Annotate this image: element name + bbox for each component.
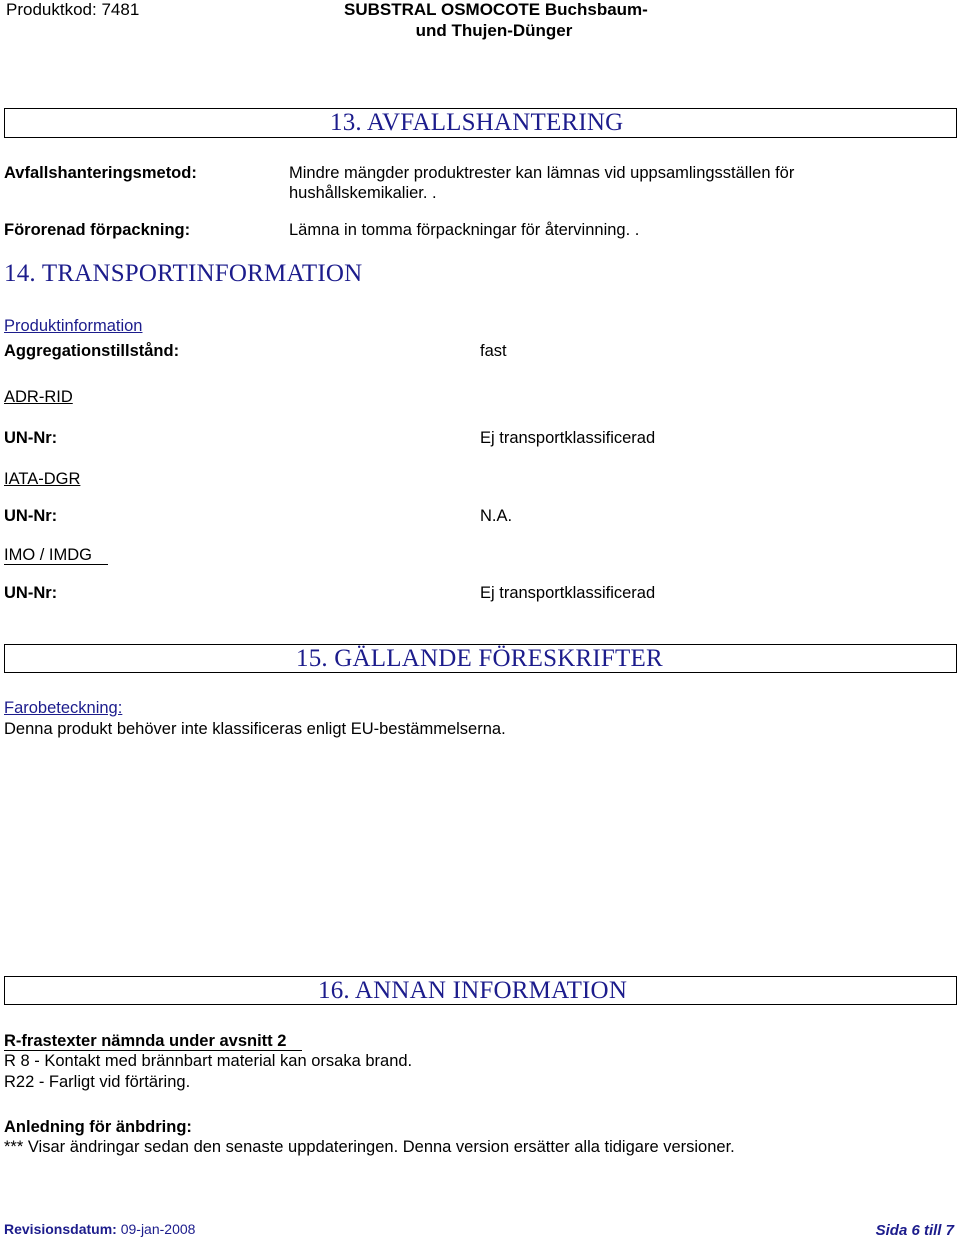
adr-rid-heading: ADR-RID	[4, 388, 73, 406]
product-name-line2: und Thujen-Dünger	[415, 21, 573, 40]
contaminated-packaging-value: Lämna in tomma förpackningar för återvinning. .	[289, 221, 640, 239]
iata-dgr-heading: IATA-DGR	[4, 470, 81, 488]
product-name	[344, 0, 648, 41]
product-info-heading: Produktinformation	[4, 317, 143, 335]
product-name-line1: SUBSTRAL OSMOCOTE Buchsbaum-	[344, 0, 648, 19]
change-reason-heading: Anledning för änbdring:	[4, 1118, 192, 1136]
r-phrases-heading: R-frastexter nämnda under avsnitt 2	[4, 1032, 302, 1051]
iata-un-value: N.A.	[480, 507, 513, 525]
hazard-text: Denna produkt behöver inte klassificeras enligt EU-bestämmelserna.	[4, 720, 506, 738]
aggregation-label: Aggregationstillstånd:	[4, 342, 180, 360]
product-code	[6, 0, 139, 20]
revision-date	[4, 1221, 195, 1237]
r22-phrase: R22 - Farligt vid förtäring.	[4, 1073, 191, 1091]
revision-date-label: Revisionsdatum:	[4, 1221, 117, 1237]
product-code-value: 7481	[101, 0, 140, 19]
adr-un-label: UN-Nr:	[4, 429, 58, 447]
imo-un-label: UN-Nr:	[4, 584, 58, 602]
section-15-header	[4, 644, 957, 673]
revision-date-value: 09-jan-2008	[120, 1221, 196, 1237]
section-13-header	[4, 108, 957, 138]
section-16-title: 16. ANNAN INFORMATION	[318, 976, 628, 1004]
section-15-title: 15. GÄLLANDE FÖRESKRIFTER	[296, 644, 663, 672]
contaminated-packaging-label: Förorenad förpackning:	[4, 221, 191, 239]
imo-imdg-heading: IMO / IMDG	[4, 546, 108, 565]
adr-un-value: Ej transportklassificerad	[480, 429, 656, 447]
section-14-title: 14. TRANSPORTINFORMATION	[4, 260, 363, 287]
r8-phrase: R 8 - Kontakt med brännbart material kan orsaka brand.	[4, 1052, 413, 1070]
iata-un-label: UN-Nr:	[4, 507, 58, 525]
waste-method-label: Avfallshanteringsmetod:	[4, 164, 197, 182]
hazard-label: Farobeteckning:	[4, 699, 123, 717]
waste-method-line2: hushållskemikalier. .	[289, 184, 437, 202]
change-reason-text: *** Visar ändringar sedan den senaste uppdateringen. Denna version ersätter alla tidigare versioner.	[4, 1138, 735, 1156]
section-13-title: 13. AVFALLSHANTERING	[330, 109, 624, 136]
section-16-header	[4, 976, 957, 1005]
imo-un-value: Ej transportklassificerad	[480, 584, 656, 602]
aggregation-value: fast	[480, 342, 507, 360]
page-number: Sida 6 till 7	[875, 1222, 954, 1239]
waste-method-line1: Mindre mängder produktrester kan lämnas vid uppsamlingsställen för	[289, 164, 795, 182]
product-code-label: Produktkod:	[6, 0, 97, 19]
